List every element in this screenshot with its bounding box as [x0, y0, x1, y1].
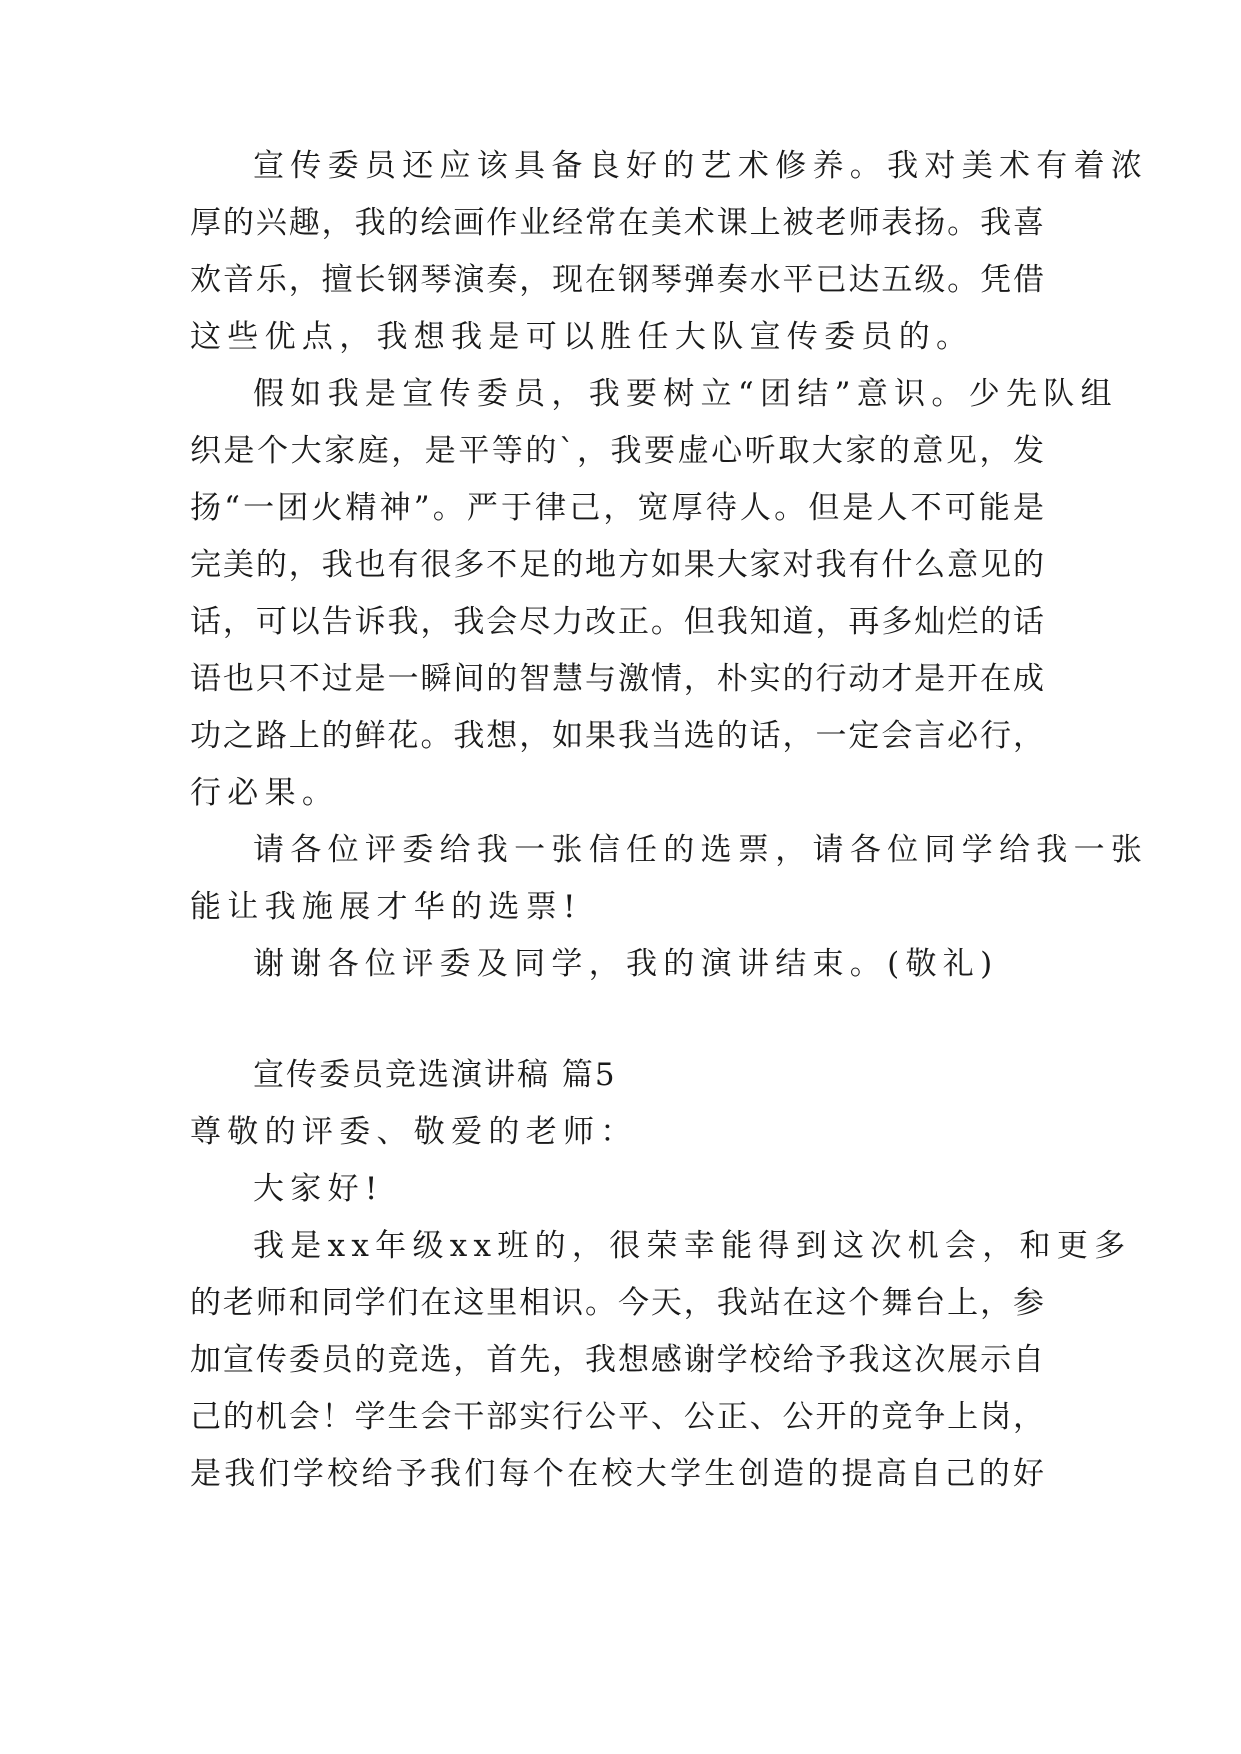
paragraph-2-line-3: 扬“一团火精神”。严于律己，宽厚待人。但是人不可能是: [190, 490, 1044, 526]
paragraph-5-line-1: 我是xx年级xx班的，很荣幸能得到这次机会，和更多: [253, 1228, 1132, 1264]
paragraph-2-line-1: 假如我是宣传委员，我要树立“团结”意识。少先队组: [253, 376, 1118, 412]
paragraph-4-line-1: 谢谢各位评委及同学，我的演讲结束。(敬礼): [253, 946, 999, 982]
paragraph-1-line-2: 厚的兴趣，我的绘画作业经常在美术课上被老师表扬。我喜: [190, 205, 1044, 241]
paragraph-1-line-1: 宣传委员还应该具备良好的艺术修养。我对美术有着浓: [253, 148, 1149, 184]
paragraph-5-line-2: 的老师和同学们在这里相识。今天，我站在这个舞台上，参: [190, 1285, 1044, 1321]
salutation: 尊敬的评委、敬爱的老师：: [190, 1114, 638, 1150]
paragraph-2-line-7: 功之路上的鲜花。我想，如果我当选的话，一定会言必行，: [190, 718, 1044, 754]
paragraph-5-line-5: 是我们学校给予我们每个在校大学生创造的提高自己的好: [190, 1456, 1044, 1492]
section-heading: 宣传委员竞选演讲稿 篇5: [253, 1057, 617, 1093]
paragraph-1-line-3: 欢音乐，擅长钢琴演奏，现在钢琴弹奏水平已达五级。凭借: [190, 262, 1044, 298]
paragraph-3-line-1: 请各位评委给我一张信任的选票，请各位同学给我一张: [253, 832, 1149, 868]
paragraph-5-line-4: 己的机会！学生会干部实行公平、公正、公开的竞争上岗，: [190, 1399, 1044, 1435]
paragraph-2-line-4: 完美的，我也有很多不足的地方如果大家对我有什么意见的: [190, 547, 1044, 583]
paragraph-1-line-4: 这些优点，我想我是可以胜任大队宣传委员的。: [190, 319, 974, 355]
paragraph-2-line-6: 语也只不过是一瞬间的智慧与激情，朴实的行动才是开在成: [190, 661, 1044, 697]
paragraph-2-line-2: 织是个大家庭，是平等的`，我要虚心听取大家的意见，发: [190, 433, 1044, 469]
paragraph-5-line-3: 加宣传委员的竞选，首先，我想感谢学校给予我这次展示自: [190, 1342, 1044, 1378]
greeting: 大家好!: [253, 1171, 384, 1207]
paragraph-2-line-5: 话，可以告诉我，我会尽力改正。但我知道，再多灿烂的话: [190, 604, 1044, 640]
paragraph-2-line-8: 行必果。: [190, 775, 340, 811]
paragraph-3-line-2: 能让我施展才华的选票!: [190, 889, 582, 925]
